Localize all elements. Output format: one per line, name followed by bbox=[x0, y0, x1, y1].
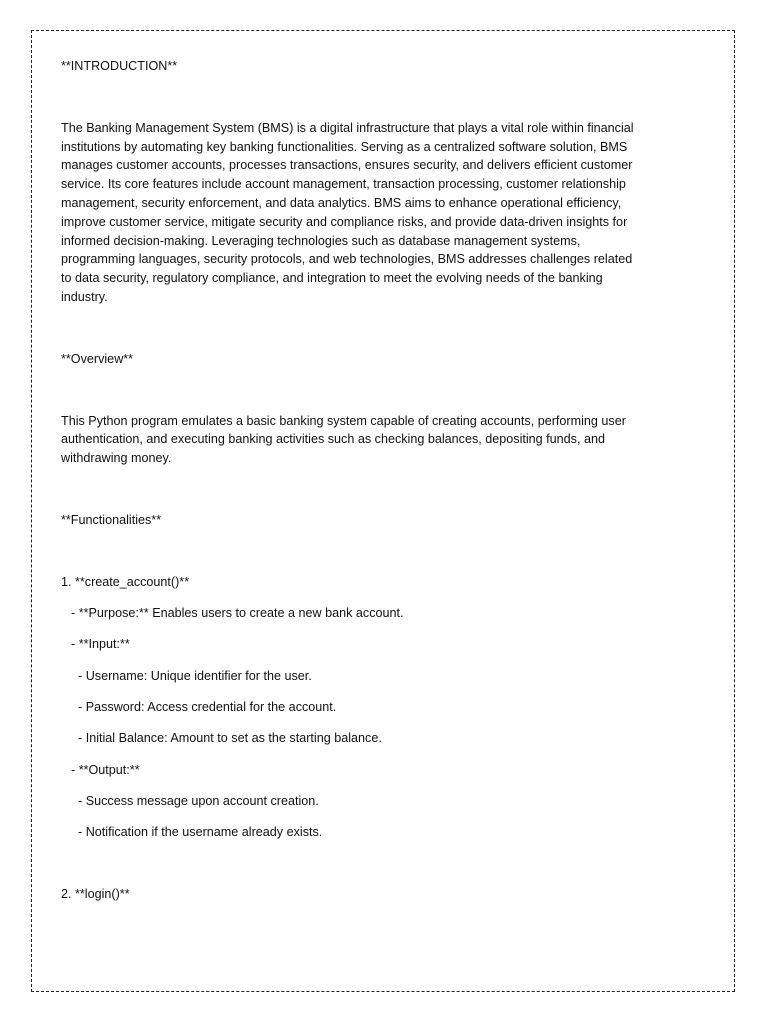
introduction-heading: **INTRODUCTION** bbox=[61, 59, 178, 73]
function-1-input-balance: - Initial Balance: Amount to set as the starting balance. bbox=[78, 731, 382, 746]
function-2-title: 2. **login()** bbox=[61, 886, 130, 901]
overview-paragraph: This Python program emulates a basic banking system capable of creating accounts, performing user authentication, and executing banking activities such as checking balances, depositing funds, and withdrawing money. bbox=[61, 413, 626, 466]
functionalities-heading: **Functionalities** bbox=[61, 512, 162, 527]
overview-heading: **Overview** bbox=[61, 351, 134, 366]
document-body bbox=[61, 57, 643, 904]
function-1-input-username: - Username: Unique identifier for the user. bbox=[78, 668, 312, 683]
function-1-output-success: - Success message upon account creation. bbox=[78, 793, 319, 808]
function-1-purpose: - **Purpose:** Enables users to create a new bank account. bbox=[71, 606, 404, 621]
function-1-title: 1. **create_account()** bbox=[61, 574, 190, 589]
introduction-paragraph: The Banking Management System (BMS) is a digital infrastructure that plays a vital role within financial institutions by automating key banking functionalities. Serving as a centralized software solution, BMS manages customer accounts, processes transactions, ensures security, and delivers efficient customer service. Its core features include account management, transaction processing, customer relationship management, security enforcement, and data analytics. BMS aims to enhance operational efficiency, improve customer service, mitigate security and compliance risks, and provide data-driven insights for informed decision-making. Leveraging technologies such as database management systems, programming languages, security protocols, and web technologies, BMS addresses challenges related to data security, regulatory compliance, and integration to meet the evolving needs of the banking industry. bbox=[61, 120, 634, 304]
function-1-input-password: - Password: Access credential for the account. bbox=[78, 699, 337, 714]
function-1-output-notification: - Notification if the username already exists. bbox=[78, 825, 323, 840]
function-1-output-label: - **Output:** bbox=[71, 762, 140, 777]
function-1-input-label: - **Input:** bbox=[71, 637, 130, 652]
